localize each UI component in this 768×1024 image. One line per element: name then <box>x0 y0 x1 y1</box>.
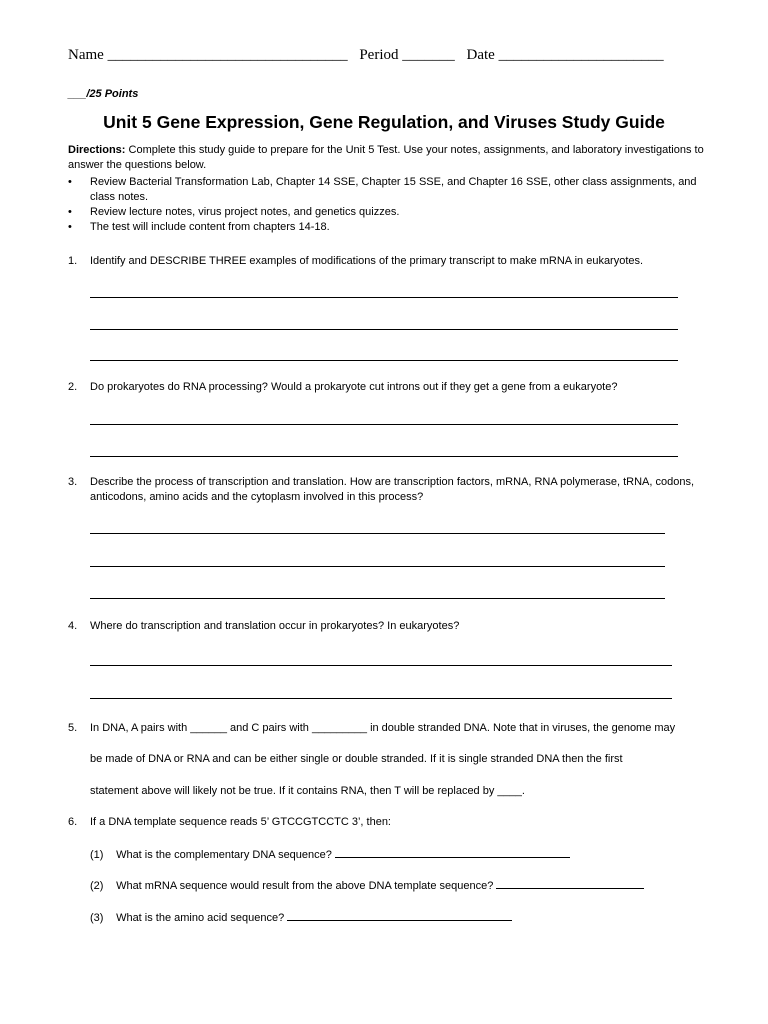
sub-question-number: (2) <box>90 880 104 892</box>
answer-line[interactable] <box>90 533 665 534</box>
question-1 <box>68 254 708 269</box>
answer-line[interactable] <box>90 360 678 361</box>
answer-line[interactable] <box>90 329 678 330</box>
list-item: • The test will include content from chapters 14-18. <box>68 221 330 233</box>
bullet-icon: • <box>68 221 72 233</box>
sub-question-1 <box>90 847 570 863</box>
answer-line[interactable] <box>90 456 678 457</box>
question-text: Identify and DESCRIBE THREE examples of modifications of the primary transcript to make mRNA in eukaryotes. <box>90 255 644 267</box>
period-field[interactable]: Period _______ <box>359 47 455 63</box>
question-text-line: In DNA, A pairs with ______ and C pairs with _________ in double stranded DNA. Note that in viruses, the genome may <box>90 722 676 734</box>
sub-question-text: What is the complementary DNA sequence? <box>116 849 332 861</box>
question-text-line: be made of DNA or RNA and can be either single or double stranded. If it is single stranded DNA then the first <box>90 753 623 765</box>
answer-line[interactable] <box>90 698 672 699</box>
question-number: 5. <box>68 722 78 734</box>
directions-text: Complete this study guide to prepare for the Unit 5 Test. Use your notes, assignments, and laboratory investigations to answer the questions below. <box>68 144 704 171</box>
bullet-icon: • <box>68 206 72 218</box>
question-number: 2. <box>68 381 78 393</box>
question-3 <box>68 475 708 505</box>
directions-label: Directions: <box>68 144 126 156</box>
directions <box>68 143 708 173</box>
question-number: 1. <box>68 255 78 267</box>
question-5 <box>68 721 708 736</box>
answer-line[interactable] <box>90 665 672 666</box>
question-5-cont <box>68 752 708 767</box>
question-text-line: statement above will likely not be true. If it contains RNA, then T will be replaced by ____. <box>90 785 525 797</box>
list-item: • Review lecture notes, virus project notes, and genetics quizzes. <box>68 206 400 218</box>
question-number: 4. <box>68 620 78 632</box>
sub-question-2 <box>90 878 644 894</box>
question-number: 6. <box>68 816 78 828</box>
name-field[interactable]: Name ________________________________ <box>68 47 348 63</box>
question-text: If a DNA template sequence reads 5’ GTCCGTCCTC 3’, then: <box>90 816 391 828</box>
bullet-icon: • <box>68 176 72 188</box>
page-title: Unit 5 Gene Expression, Gene Regulation, and Viruses Study Guide <box>103 112 665 132</box>
sub-question-3 <box>90 910 512 926</box>
sub-question-number: (1) <box>90 849 104 861</box>
answer-blank[interactable] <box>287 910 512 921</box>
sub-question-text: What is the amino acid sequence? <box>116 912 285 924</box>
question-text: Where do transcription and translation occur in prokaryotes? In eukaryotes? <box>90 620 460 632</box>
answer-line[interactable] <box>90 566 665 567</box>
date-field[interactable]: Date ______________________ <box>466 47 664 63</box>
answer-line[interactable] <box>90 424 678 425</box>
question-4 <box>68 619 708 634</box>
review-list <box>68 175 708 235</box>
points-score: ___/25 Points <box>68 88 139 100</box>
list-item: • Review Bacterial Transformation Lab, Chapter 14 SSE, Chapter 15 SSE, and Chapter 16 SSE, other class assignments, and class notes. <box>68 176 697 203</box>
answer-blank[interactable] <box>335 847 570 858</box>
header-fields <box>68 47 664 64</box>
question-6 <box>68 815 708 830</box>
question-text: Do prokaryotes do RNA processing? Would a prokaryote cut introns out if they get a gene from a eukaryote? <box>90 381 618 393</box>
sub-question-number: (3) <box>90 912 104 924</box>
question-number: 3. <box>68 476 78 488</box>
answer-line[interactable] <box>90 297 678 298</box>
sub-question-text: What mRNA sequence would result from the above DNA template sequence? <box>116 880 494 892</box>
answer-blank[interactable] <box>496 878 644 889</box>
answer-line[interactable] <box>90 598 665 599</box>
question-5-cont <box>68 784 708 799</box>
question-text: Describe the process of transcription and translation. How are transcription factors, mRNA, RNA polymerase, tRNA, codons, anticodons, amino acids and the cytoplasm involved in this process? <box>90 476 695 503</box>
question-2 <box>68 380 708 395</box>
